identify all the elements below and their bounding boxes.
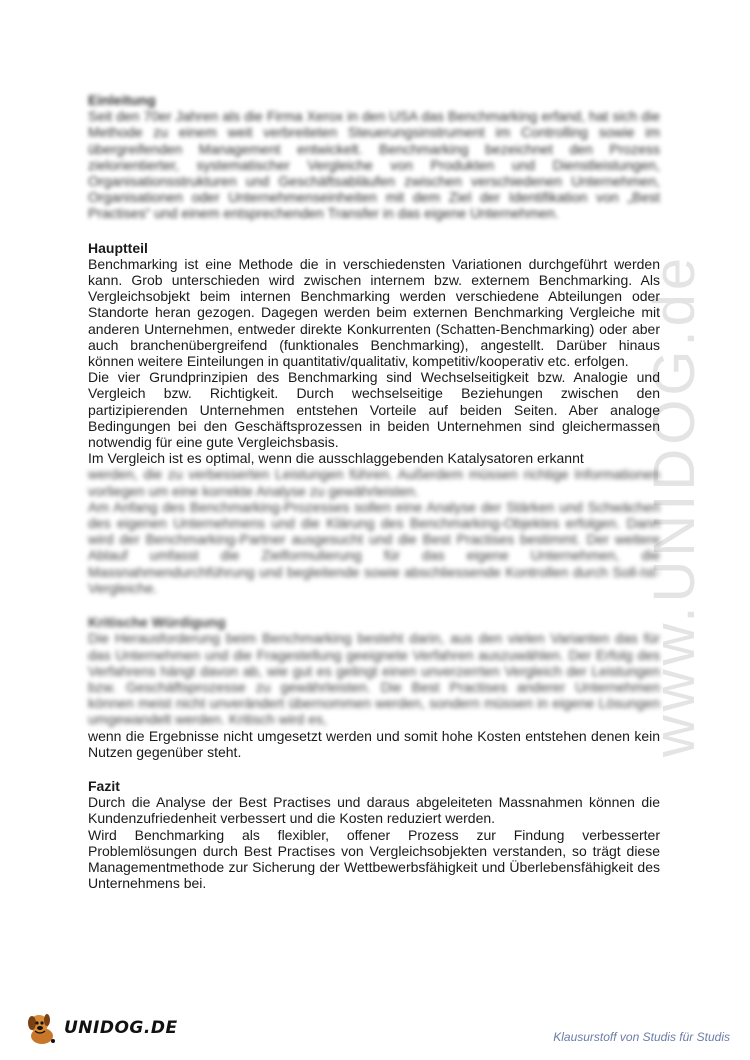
paragraph-hauptteil-2: Die vier Grundprinzipien des Benchmarking sind Wechselseitigkeit bzw. Analogie und Vergleich bzw. Richtigkeit. Durch wechselseitige Beziehungen zwischen den partizipierenden Unternehmen entstehen Vorteile auf beiden Seiten. Aber analoge Bedingungen bei den Geschäftsprozessen in beiden Unternehmen sind gleichermassen notwendig für eine gute Vergleichsbasis. xyxy=(88,369,660,451)
unidog-logo[interactable] xyxy=(22,1008,178,1048)
section-fazit xyxy=(88,778,660,891)
heading-hauptteil: Hauptteil xyxy=(88,239,148,256)
paragraph-hauptteil-3-blurred: werden, die zu verbesserten Leistungen führen. Außerdem müssen richtige Informationen vorliegen um eine korrekte Analyse zu gewährleisten. xyxy=(88,466,660,499)
paragraph-kritik-clear: wenn die Ergebnisse nicht umgesetzt werden und somit hohe Kosten entstehen denen kein Nutzen gegenüber steht. xyxy=(88,727,660,760)
paragraph-hauptteil-3-clear: Im Vergleich ist es optimal, wenn die ausschlaggebenden Katalysatoren erkannt xyxy=(88,450,584,467)
heading-fazit: Fazit xyxy=(88,777,120,794)
paragraph-hauptteil-1: Benchmarking ist eine Methode die in verschiedensten Variationen durchgeführt werden kann. Grob unterschieden wird zwischen internem bzw. externem Benchmarking. Als Vergleichsobjekt beim internen Benchmarking werden verschiedene Abteilungen oder Standorte heran gezogen. Dagegen werden beim externen Benchmarking Vergleiche mit anderen Unternehmen, entweder direkte Konkurrenten (Schatten-Benchmarking) oder aber auch branchenübergreifend (funktionales Benchmarking), angestellt. Darüber hinaus können weitere Einteilungen in quantitativ/qualitativ, kompetitiv/kooperativ etc. erfolgen. xyxy=(88,255,660,370)
section-einleitung xyxy=(88,92,660,222)
paragraph-fazit-2: Wird Benchmarking als flexibler, offener Prozess zur Findung verbesserter Problemlösungen durch Best Practises von Vergleichsobjekten verstanden, so trägt diese Managementmethode zur Sicherung der Wettbewerbsfähigkeit und Überlebensfähigkeit des Unternehmens bei. xyxy=(88,826,660,892)
section-kritik xyxy=(88,614,660,760)
paragraph-kritik-blurred: Die Herausforderung beim Benchmarking besteht darin, aus den vielen Varianten das für das Unternehmen und die Fragestellung geeignete Verfahren auszuwählen. Der Erfolg des Verfahrens hängt davon ab, wie gut es gelingt einen unverzerrten Vergleich der Leistungen bzw. Geschäftsprozesse zu gewährleisten. Die Best Practises anderer Unternehmen können meist nicht unverändert übernommen werden, sondern müssen in eigene Lösungen umgewandelt werden. Kritisch wird es, xyxy=(88,630,660,728)
heading-kritik: Kritische Würdigung xyxy=(88,614,226,631)
paragraph-fazit-1: Durch die Analyse der Best Practises und daraus abgeleiteten Massnahmen können die Kundenzufriedenheit verbessert und die Kosten reduziert werden. xyxy=(88,794,660,827)
watermark-text: www.UNIDOG.de xyxy=(642,253,708,757)
document-content xyxy=(88,92,660,891)
heading-einleitung: Einleitung xyxy=(88,92,156,108)
footer-tagline: Klausurstoff von Studis für Studis xyxy=(553,1030,730,1044)
dog-mascot-icon xyxy=(22,1008,62,1048)
logo-text: UNIDOG.DE xyxy=(64,1018,178,1038)
paragraph-hauptteil-4: Am Anfang des Benchmarking-Prozesses sollen eine Analyse der Stärken und Schwächen des eigenen Unternehmens und die Klärung des Benchmarking-Objektes erfolgen. Dann wird der Benchmarking-Partner ausgesucht und die Best Practises bestimmt. Der weitere Ablauf umfasst die Zielformulierung für das eigene Unternehmen, die Massnahmendurchführung und begleitende sowie abschliessende Kontrollen durch Soll-Ist-Vergleiche. xyxy=(88,498,660,596)
section-hauptteil xyxy=(88,240,660,596)
paragraph-einleitung: Seit den 70er Jahren als die Firma Xerox in den USA das Benchmarking erfand, hat sich die Methode zu einem weit verbreiteten Steuerungsinstrument im Controlling sowie im übergreifenden Management entwickelt. Benchmarking bezeichnet den Prozess zielorientierter, systematischer Vergleiche von Produkten und Dienstleistungen, Organisationsstrukturen und Geschäftsabläufen zwischen verschiedenen Unternehmen, Organisationen oder Unternehmenseinheiten mit dem Ziel der Identifikation von „Best Practises“ und einem entsprechenden Transfer in das eigene Unternehmen. xyxy=(88,108,660,222)
